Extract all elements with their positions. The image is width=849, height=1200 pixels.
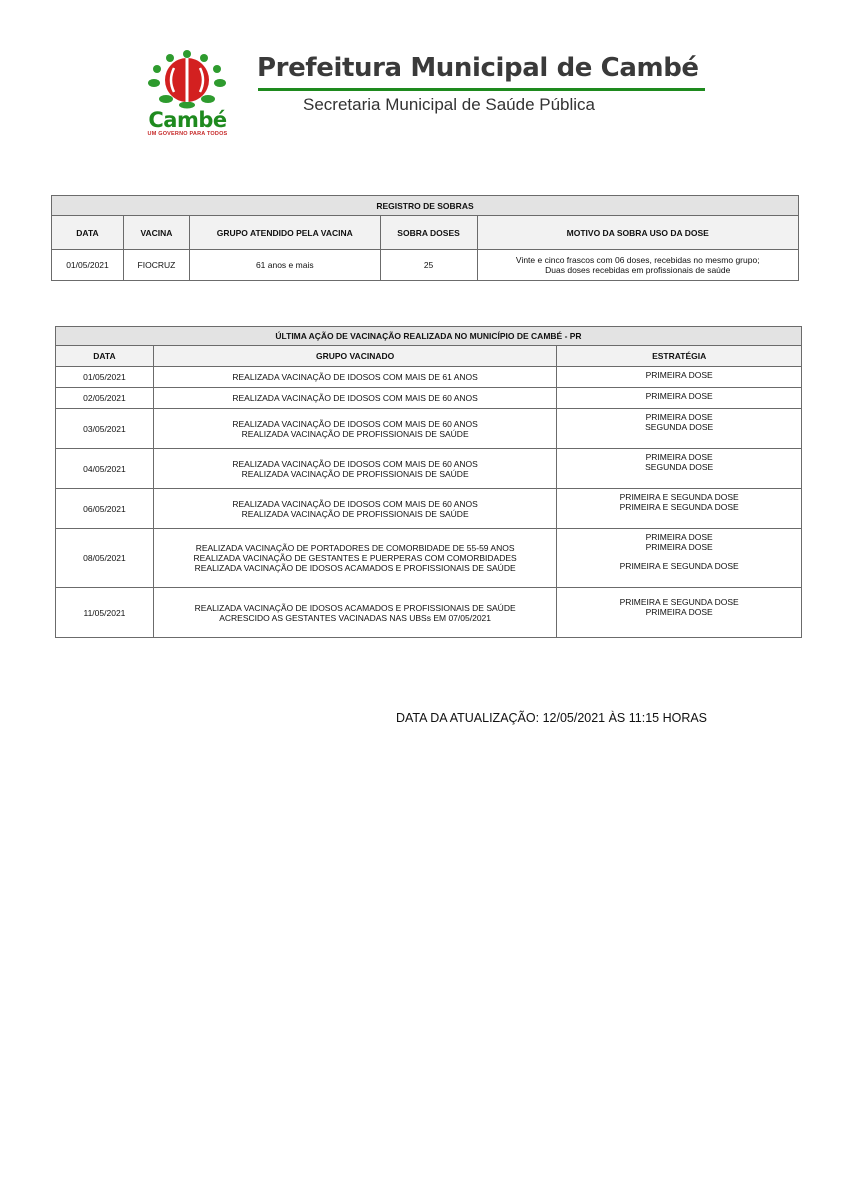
page-title: Prefeitura Municipal de Cambé <box>257 53 699 83</box>
table-cell-data: 06/05/2021 <box>56 489 154 529</box>
table-cell-grupo: 61 anos e mais <box>189 250 380 281</box>
grupo-line: REALIZADA VACINAÇÃO DE IDOSOS COM MAIS DE 60 ANOS <box>232 418 478 429</box>
column-header: SOBRA DOSES <box>380 216 477 250</box>
table-cell-estrategia <box>557 388 802 409</box>
table-cell-estrategia <box>557 588 802 638</box>
table-cell-data: 01/05/2021 <box>56 367 154 388</box>
table-cell-estrategia <box>557 489 802 529</box>
grupo-line: REALIZADA VACINAÇÃO DE IDOSOS ACAMADOS E PROFISSIONAIS DE SAÚDE <box>194 602 516 613</box>
column-header: MOTIVO DA SOBRA USO DA DOSE <box>477 216 799 250</box>
table-cell-grupo <box>153 489 556 529</box>
logo-tagline: UM GOVERNO PARA TODOS <box>147 131 228 137</box>
grupo-line: REALIZADA VACINAÇÃO DE IDOSOS COM MAIS DE 60 ANOS <box>232 498 478 509</box>
table-row <box>56 529 802 588</box>
table-cell-estrategia <box>557 367 802 388</box>
estrategia-line: PRIMEIRA DOSE <box>645 370 713 380</box>
table-row <box>56 367 802 388</box>
estrategia-line: SEGUNDA DOSE <box>645 462 714 472</box>
column-header: VACINA <box>123 216 189 250</box>
estrategia-line: PRIMEIRA DOSE <box>645 607 713 617</box>
table-cell-vacina: FIOCRUZ <box>123 250 189 281</box>
table-cell-sobra: 25 <box>380 250 477 281</box>
header-divider <box>258 88 705 91</box>
column-header: ESTRATÉGIA <box>557 346 802 367</box>
table-cell-data: 03/05/2021 <box>56 409 154 449</box>
vacinacao-table <box>55 326 802 638</box>
column-header: DATA <box>56 346 154 367</box>
table-row <box>56 409 802 449</box>
table-row <box>56 449 802 489</box>
sobras-table <box>51 195 799 281</box>
grupo-line: REALIZADA VACINAÇÃO DE PROFISSIONAIS DE SAÚDE <box>241 428 469 439</box>
estrategia-line: PRIMEIRA E SEGUNDA DOSE <box>619 502 739 512</box>
table-cell-estrategia <box>557 529 802 588</box>
table-cell-estrategia <box>557 449 802 489</box>
estrategia-line: PRIMEIRA DOSE <box>645 391 713 401</box>
grupo-line: REALIZADA VACINAÇÃO DE PROFISSIONAIS DE SAÚDE <box>241 468 469 479</box>
page-subtitle: Secretaria Municipal de Saúde Pública <box>303 95 596 114</box>
cambe-logo <box>140 48 235 140</box>
column-header: GRUPO VACINADO <box>153 346 556 367</box>
table-row <box>52 250 799 281</box>
estrategia-line: PRIMEIRA DOSE <box>645 412 713 422</box>
table-cell-data: 01/05/2021 <box>52 250 124 281</box>
grupo-line: REALIZADA VACINAÇÃO DE PORTADORES DE COMORBIDADE DE 55-59 ANOS <box>195 543 515 553</box>
logo-text: Cambé <box>148 108 227 132</box>
table-cell-data: 11/05/2021 <box>56 588 154 638</box>
table-cell-data: 02/05/2021 <box>56 388 154 409</box>
estrategia-line: PRIMEIRA DOSE <box>645 542 713 552</box>
estrategia-line: PRIMEIRA E SEGUNDA DOSE <box>619 597 739 607</box>
table-cell-grupo <box>153 449 556 489</box>
column-header: DATA <box>52 216 124 250</box>
table-row <box>56 489 802 529</box>
estrategia-gap <box>561 552 797 561</box>
estrategia-line: PRIMEIRA E SEGUNDA DOSE <box>619 561 739 571</box>
sobras-table-title: REGISTRO DE SOBRAS <box>52 196 799 216</box>
grupo-line: REALIZADA VACINAÇÃO DE IDOSOS COM MAIS DE 61 ANOS <box>232 372 478 382</box>
table-row <box>56 588 802 638</box>
table-cell-estrategia <box>557 409 802 449</box>
motivo-line: Duas doses recebidas em profissionais de saúde <box>545 265 731 275</box>
table-cell-grupo <box>153 409 556 449</box>
grupo-line: REALIZADA VACINAÇÃO DE PROFISSIONAIS DE SAÚDE <box>241 508 469 519</box>
table-cell-data: 04/05/2021 <box>56 449 154 489</box>
grupo-line: REALIZADA VACINAÇÃO DE IDOSOS COM MAIS DE 60 ANOS <box>232 458 478 469</box>
table-cell-data: 08/05/2021 <box>56 529 154 588</box>
column-header: GRUPO ATENDIDO PELA VACINA <box>189 216 380 250</box>
estrategia-line: PRIMEIRA E SEGUNDA DOSE <box>619 492 739 502</box>
motivo-line: Vinte e cinco frascos com 06 doses, recebidas no mesmo grupo; <box>515 255 760 265</box>
estrategia-line: PRIMEIRA DOSE <box>645 452 713 462</box>
table-cell-motivo <box>477 250 799 281</box>
grupo-line: REALIZADA VACINAÇÃO DE IDOSOS ACAMADOS E PROFISSIONAIS DE SAÚDE <box>194 563 516 573</box>
update-timestamp: DATA DA ATUALIZAÇÃO: 12/05/2021 ÀS 11:15 HORAS <box>396 711 708 725</box>
estrategia-line: SEGUNDA DOSE <box>645 422 714 432</box>
table-cell-grupo <box>153 588 556 638</box>
grupo-line: REALIZADA VACINAÇÃO DE GESTANTES E PUERPERAS COM COMORBIDADES <box>193 553 517 563</box>
cambe-emblem-icon <box>140 48 235 110</box>
table-cell-grupo <box>153 529 556 588</box>
estrategia-line: PRIMEIRA DOSE <box>645 532 713 542</box>
vacinacao-table-title: ÚLTIMA AÇÃO DE VACINAÇÃO REALIZADA NO MUNICÍPIO DE CAMBÉ - PR <box>56 327 802 346</box>
table-cell-grupo <box>153 367 556 388</box>
table-row <box>56 388 802 409</box>
grupo-line: REALIZADA VACINAÇÃO DE IDOSOS COM MAIS DE 60 ANOS <box>232 393 478 403</box>
table-cell-grupo <box>153 388 556 409</box>
grupo-line: ACRESCIDO AS GESTANTES VACINADAS NAS UBSs EM 07/05/2021 <box>219 612 491 623</box>
